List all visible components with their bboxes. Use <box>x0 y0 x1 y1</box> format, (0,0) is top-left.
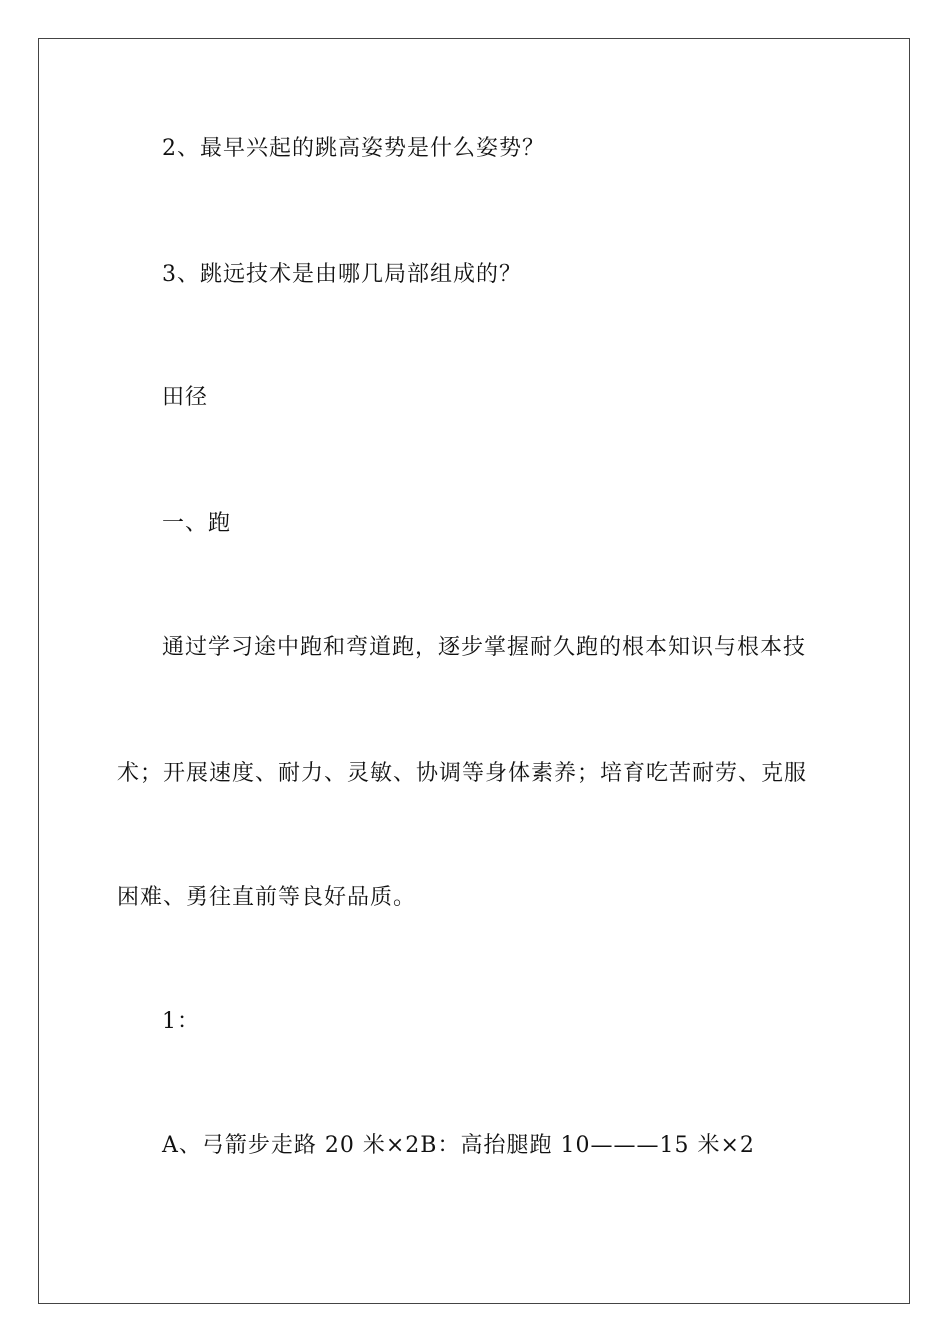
question-3: 3、跳远技术是由哪几局部组成的？ <box>162 262 522 287</box>
paragraph-line-1: 通过学习途中跑和弯道跑，逐步掌握耐久跑的根本知识与根本技 <box>162 635 807 660</box>
paragraph-line-2: 术；开展速度、耐力、灵敏、协调等身体素养；培育吃苦耐劳、克服 <box>117 761 808 786</box>
exercise-item: A、弓箭步走路 20 米×2B：高抬腿跑 10———15 米×2 <box>162 1133 755 1158</box>
page-border <box>38 38 910 1304</box>
subsection-heading: 一、跑 <box>162 511 232 536</box>
section-title: 田径 <box>162 385 209 410</box>
list-number: 1： <box>162 1009 200 1034</box>
question-2: 2、最早兴起的跳高姿势是什么姿势？ <box>162 136 545 161</box>
paragraph-line-3: 困难、勇往直前等良好品质。 <box>117 885 417 910</box>
